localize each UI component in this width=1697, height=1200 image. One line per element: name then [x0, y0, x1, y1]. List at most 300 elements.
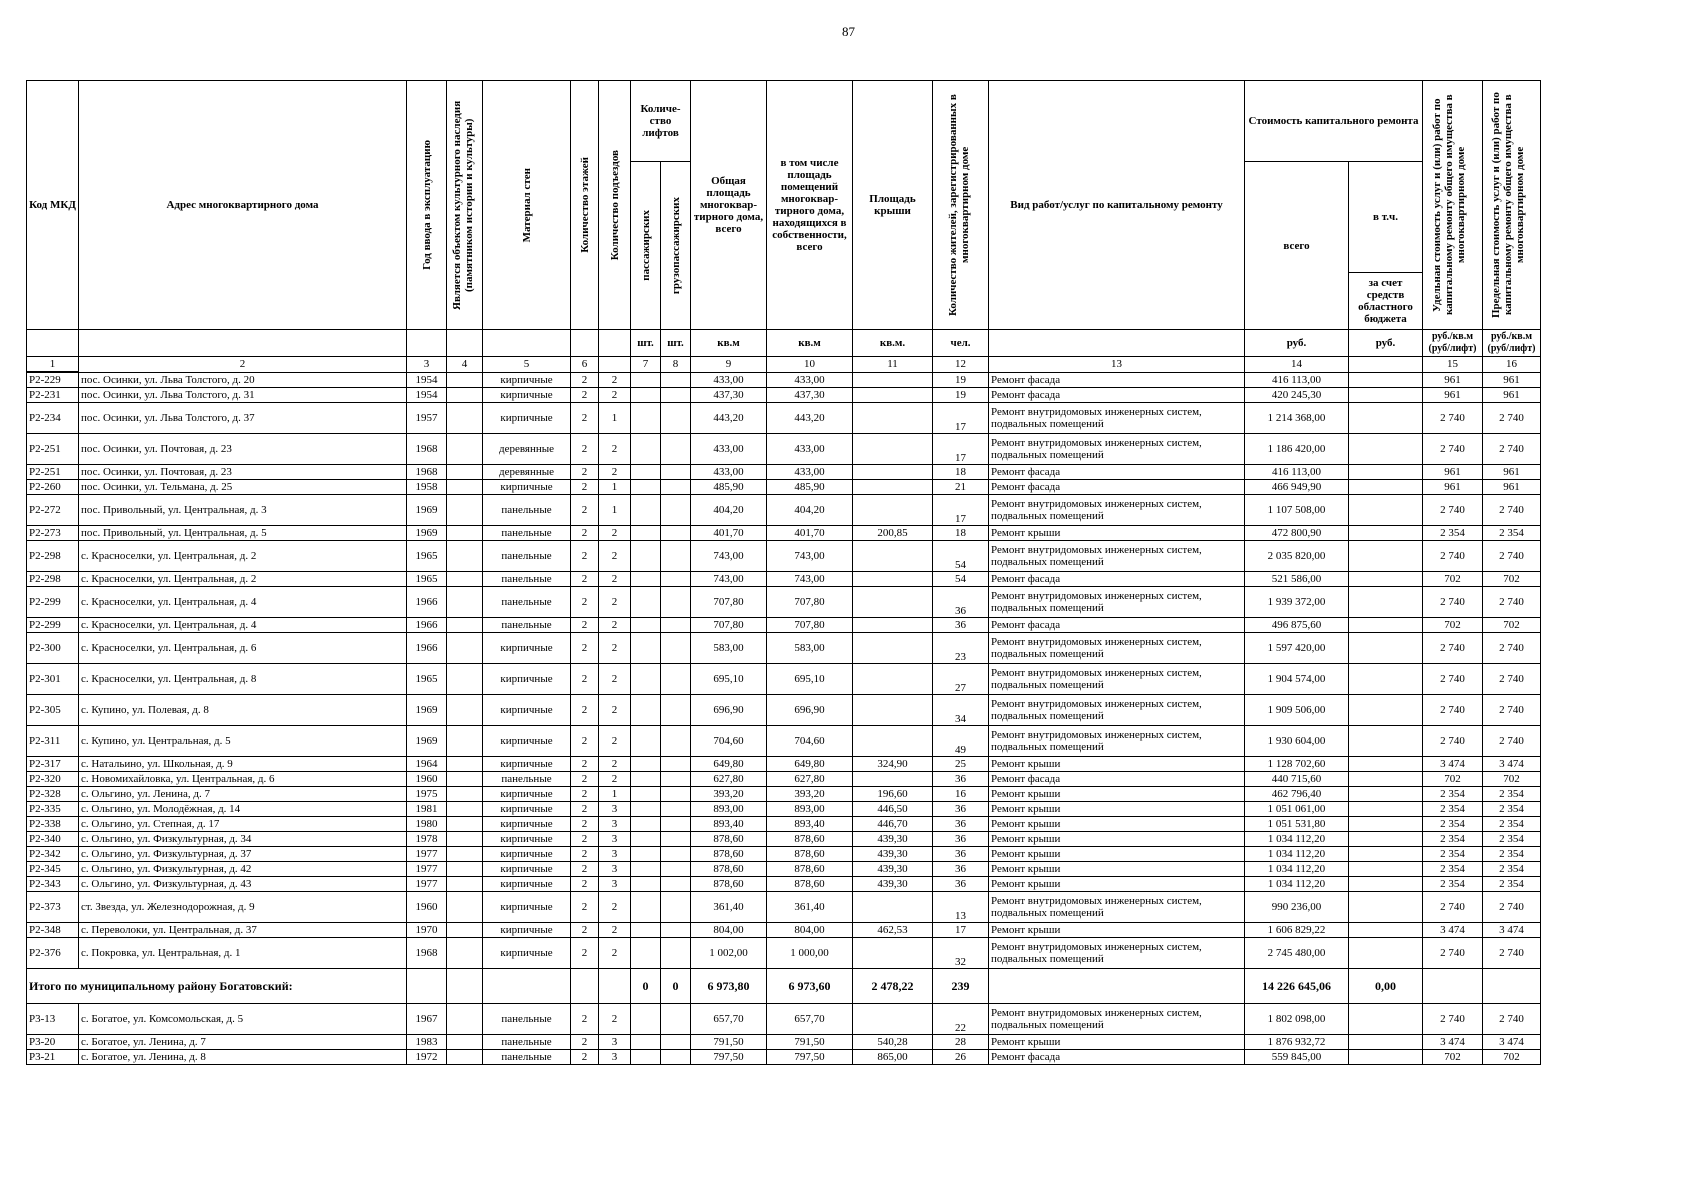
- cell-residents: 17: [933, 434, 989, 465]
- cell-heritage: [447, 587, 483, 618]
- cell-heritage: [447, 372, 483, 388]
- cell-cost-total: 496 875,60: [1245, 618, 1349, 633]
- cell-cost-total: 521 586,00: [1245, 572, 1349, 587]
- cell-lifts-pass: [631, 664, 661, 695]
- table-row: [27, 495, 1541, 526]
- cell-address: с. Ольгино, ул. Степная, д. 17: [79, 817, 407, 832]
- cell-entrances: 3: [599, 832, 631, 847]
- cell-cost-regional: [1349, 572, 1423, 587]
- table-row: [27, 403, 1541, 434]
- column-number: 5: [483, 357, 571, 373]
- cell-floors: 2: [571, 388, 599, 403]
- cell-unit-cost: 961: [1423, 372, 1483, 388]
- cell-limit-cost: 2 740: [1483, 587, 1541, 618]
- cell-lifts-pass: [631, 695, 661, 726]
- cell-roof-area: [853, 587, 933, 618]
- cell-cost-regional: [1349, 802, 1423, 817]
- cell-address: пос. Привольный, ул. Центральная, д. 3: [79, 495, 407, 526]
- cell-owned-area: 704,60: [767, 726, 853, 757]
- cell-address: пос. Осинки, ул. Почтовая, д. 23: [79, 465, 407, 480]
- cell-roof-area: 540,28: [853, 1035, 933, 1050]
- cell-limit-cost: 3 474: [1483, 757, 1541, 772]
- total-row: [27, 969, 1541, 1004]
- header-work-type: Вид работ/услуг по капитальному ремонту: [989, 81, 1245, 330]
- cell-year: 1975: [407, 787, 447, 802]
- cell-heritage: [447, 787, 483, 802]
- cell-cost-total: 1 214 368,00: [1245, 403, 1349, 434]
- cell-unit-cost: 2 740: [1423, 633, 1483, 664]
- cell-floors: 2: [571, 772, 599, 787]
- header-floors: Количество этажей: [578, 157, 591, 253]
- cell-residents: 17: [933, 403, 989, 434]
- cell-heritage: [447, 817, 483, 832]
- cell-lifts-pass: [631, 938, 661, 969]
- header-code: Код МКД: [27, 81, 79, 330]
- cell-limit-cost: 961: [1483, 465, 1541, 480]
- cell-unit-cost: 2 740: [1423, 587, 1483, 618]
- header-lifts-pass: пассажирских: [639, 210, 652, 281]
- cell-work-type: Ремонт внутридомовых инженерных систем, подвальных помещений: [989, 587, 1245, 618]
- header-year: Год ввода в эксплуатацию: [420, 140, 433, 270]
- cell-cost-total: 1 034 112,20: [1245, 862, 1349, 877]
- header-cost-regional: за счет средств областного бюджета: [1349, 272, 1423, 329]
- cell-entrances: 1: [599, 495, 631, 526]
- cell-work-type: Ремонт крыши: [989, 832, 1245, 847]
- cell-cost-regional: [1349, 892, 1423, 923]
- cell-limit-cost: 2 740: [1483, 664, 1541, 695]
- cell-heritage: [447, 403, 483, 434]
- cell-code: Р2-320: [27, 772, 79, 787]
- cell-code: Р2-234: [27, 403, 79, 434]
- cell-floors: 2: [571, 1035, 599, 1050]
- cell-heritage: [447, 495, 483, 526]
- cell-total-area: 743,00: [691, 572, 767, 587]
- cell-total-area: 707,80: [691, 587, 767, 618]
- cell-code: Р2-299: [27, 618, 79, 633]
- cell-address: пос. Осинки, ул. Тельмана, д. 25: [79, 480, 407, 495]
- header-owned-area: в том числе площадь помещений многоквар-тирного дома, находящихся в собственности, всего: [767, 81, 853, 330]
- cell-limit-cost: 961: [1483, 372, 1541, 388]
- cell-work-type: Ремонт внутридомовых инженерных систем, подвальных помещений: [989, 664, 1245, 695]
- cell-address: с. Ольгино, ул. Молодёжная, д. 14: [79, 802, 407, 817]
- cell-code: Р3-20: [27, 1035, 79, 1050]
- cell-owned-area: 437,30: [767, 388, 853, 403]
- cell-limit-cost: 2 740: [1483, 892, 1541, 923]
- cell-year: 1966: [407, 587, 447, 618]
- cell-walls: панельные: [483, 618, 571, 633]
- cell-cost-regional: [1349, 618, 1423, 633]
- cell-floors: 2: [571, 787, 599, 802]
- cell-roof-area: 462,53: [853, 923, 933, 938]
- cell-residents: 32: [933, 938, 989, 969]
- cell-residents: 36: [933, 832, 989, 847]
- cell-year: 1968: [407, 938, 447, 969]
- cell-cost-total: 1 802 098,00: [1245, 1004, 1349, 1035]
- cell-code: Р2-317: [27, 757, 79, 772]
- cell-unit-cost: 702: [1423, 1050, 1483, 1065]
- cell-address: пос. Осинки, ул. Льва Толстого, д. 20: [79, 372, 407, 388]
- cell-residents: 28: [933, 1035, 989, 1050]
- cell-cost-total: 462 796,40: [1245, 787, 1349, 802]
- cell-roof-area: [853, 541, 933, 572]
- cell-owned-area: 878,60: [767, 832, 853, 847]
- unit-sqm: кв.м.: [853, 330, 933, 357]
- cell-entrances: 2: [599, 541, 631, 572]
- cell-unit-cost: 702: [1423, 572, 1483, 587]
- cell-unit-cost: 2 354: [1423, 847, 1483, 862]
- cell-walls: деревянные: [483, 465, 571, 480]
- cell-lifts-cargo: [661, 757, 691, 772]
- cell-unit-cost: 702: [1423, 618, 1483, 633]
- cell-roof-area: [853, 495, 933, 526]
- total-label: Итого по муниципальному району Богатовский:: [27, 969, 407, 1004]
- cell-total-area: 696,90: [691, 695, 767, 726]
- cell-residents: 18: [933, 526, 989, 541]
- cell-year: 1965: [407, 664, 447, 695]
- cell-residents: 34: [933, 695, 989, 726]
- column-number: 15: [1423, 357, 1483, 373]
- column-number: 16: [1483, 357, 1541, 373]
- cell-lifts-pass: [631, 923, 661, 938]
- cell-limit-cost: 3 474: [1483, 1035, 1541, 1050]
- cell-year: 1977: [407, 877, 447, 892]
- cell-lifts-cargo: [661, 495, 691, 526]
- header-cost-incl: в т.ч.: [1349, 162, 1423, 273]
- table-row: [27, 757, 1541, 772]
- cell-floors: 2: [571, 923, 599, 938]
- cell-lifts-cargo: [661, 587, 691, 618]
- cell-walls: кирпичные: [483, 726, 571, 757]
- cell-entrances: 3: [599, 877, 631, 892]
- cell-total-area: 707,80: [691, 618, 767, 633]
- cell-owned-area: 893,00: [767, 802, 853, 817]
- cell-heritage: [447, 541, 483, 572]
- cell-address: с. Богатое, ул. Ленина, д. 7: [79, 1035, 407, 1050]
- cell-code: Р2-376: [27, 938, 79, 969]
- cell-cost-total: 466 949,90: [1245, 480, 1349, 495]
- cell-cost-total: 472 800,90: [1245, 526, 1349, 541]
- header-cost-total: всего: [1245, 162, 1349, 330]
- cell-unit-cost: 2 354: [1423, 877, 1483, 892]
- cell-limit-cost: 2 354: [1483, 787, 1541, 802]
- table-row: [27, 465, 1541, 480]
- cell-walls: панельные: [483, 572, 571, 587]
- cell-floors: 2: [571, 618, 599, 633]
- cell-residents: 36: [933, 618, 989, 633]
- cell-owned-area: 878,60: [767, 877, 853, 892]
- cell-residents: 16: [933, 787, 989, 802]
- cell-cost-total: 1 128 702,60: [1245, 757, 1349, 772]
- cell-walls: кирпичные: [483, 832, 571, 847]
- cell-owned-area: 878,60: [767, 847, 853, 862]
- cell-cost-regional: [1349, 772, 1423, 787]
- cell-limit-cost: 2 740: [1483, 495, 1541, 526]
- cell-code: Р2-229: [27, 372, 79, 388]
- total-regional: 0,00: [1349, 969, 1423, 1004]
- table-row: [27, 526, 1541, 541]
- cell-heritage: [447, 938, 483, 969]
- cell-lifts-cargo: [661, 923, 691, 938]
- cell-cost-total: 1 909 506,00: [1245, 695, 1349, 726]
- cell-cost-regional: [1349, 862, 1423, 877]
- cell-residents: 54: [933, 541, 989, 572]
- cell-lifts-cargo: [661, 802, 691, 817]
- cell-walls: кирпичные: [483, 802, 571, 817]
- cell-heritage: [447, 695, 483, 726]
- cell-entrances: 2: [599, 757, 631, 772]
- cell-year: 1966: [407, 618, 447, 633]
- cell-cost-regional: [1349, 832, 1423, 847]
- cell-lifts-pass: [631, 787, 661, 802]
- cell-lifts-pass: [631, 892, 661, 923]
- cell-lifts-cargo: [661, 726, 691, 757]
- cell-year: 1958: [407, 480, 447, 495]
- cell-total-area: 433,00: [691, 434, 767, 465]
- cell-roof-area: [853, 372, 933, 388]
- cell-cost-total: 1 186 420,00: [1245, 434, 1349, 465]
- cell-cost-total: 440 715,60: [1245, 772, 1349, 787]
- cell-year: 1969: [407, 526, 447, 541]
- cell-heritage: [447, 526, 483, 541]
- cell-lifts-pass: [631, 541, 661, 572]
- cell-lifts-cargo: [661, 633, 691, 664]
- cell-floors: 2: [571, 877, 599, 892]
- cell-cost-regional: [1349, 465, 1423, 480]
- header-lifts-cargo: грузопассажирских: [669, 196, 682, 295]
- cell-entrances: 3: [599, 1035, 631, 1050]
- cell-entrances: 3: [599, 862, 631, 877]
- cell-code: Р2-342: [27, 847, 79, 862]
- cell-floors: 2: [571, 372, 599, 388]
- cell-lifts-pass: [631, 618, 661, 633]
- cell-lifts-pass: [631, 1050, 661, 1065]
- cell-address: с. Красноселки, ул. Центральная, д. 4: [79, 587, 407, 618]
- cell-code: Р2-373: [27, 892, 79, 923]
- cell-total-area: 791,50: [691, 1035, 767, 1050]
- cell-floors: 2: [571, 587, 599, 618]
- unit-per-sqm: руб./кв.м (руб/лифт): [1423, 330, 1483, 357]
- table-row: [27, 892, 1541, 923]
- cell-cost-regional: [1349, 633, 1423, 664]
- cell-year: 1965: [407, 541, 447, 572]
- column-number: 13: [989, 357, 1245, 373]
- total-empty: [447, 969, 483, 1004]
- cell-year: 1969: [407, 726, 447, 757]
- column-number: 10: [767, 357, 853, 373]
- total-cost: 14 226 645,06: [1245, 969, 1349, 1004]
- cell-unit-cost: 2 354: [1423, 817, 1483, 832]
- header-entrances: Количество подъездов: [608, 149, 621, 261]
- header-total-area: Общая площадь многоквар-тирного дома, всего: [691, 81, 767, 330]
- cell-address: пос. Осинки, ул. Льва Толстого, д. 37: [79, 403, 407, 434]
- page-number: 87: [842, 24, 855, 39]
- cell-year: 1966: [407, 633, 447, 664]
- cell-walls: панельные: [483, 526, 571, 541]
- cell-limit-cost: 2 740: [1483, 695, 1541, 726]
- cell-residents: 26: [933, 1050, 989, 1065]
- cell-limit-cost: 961: [1483, 388, 1541, 403]
- cell-floors: 2: [571, 847, 599, 862]
- cell-work-type: Ремонт крыши: [989, 923, 1245, 938]
- cell-total-area: 401,70: [691, 526, 767, 541]
- cell-entrances: 2: [599, 695, 631, 726]
- cell-code: Р2-260: [27, 480, 79, 495]
- cell-cost-total: 559 845,00: [1245, 1050, 1349, 1065]
- cell-lifts-pass: [631, 372, 661, 388]
- cell-year: 1970: [407, 923, 447, 938]
- cell-limit-cost: 2 354: [1483, 526, 1541, 541]
- header-lifts: Количе-ство лифтов: [631, 81, 691, 162]
- cell-owned-area: 804,00: [767, 923, 853, 938]
- cell-cost-regional: [1349, 757, 1423, 772]
- cell-work-type: Ремонт внутридомовых инженерных систем, подвальных помещений: [989, 403, 1245, 434]
- cell-limit-cost: 702: [1483, 772, 1541, 787]
- table-row: [27, 877, 1541, 892]
- cell-limit-cost: 2 740: [1483, 1004, 1541, 1035]
- header-limit-cost: Предельная стоимость услуг и (или) работ по капитальному ремонту общего имущества в многоквартирном доме: [1489, 92, 1526, 318]
- unit-rub: руб.: [1349, 330, 1423, 357]
- cell-limit-cost: 2 354: [1483, 802, 1541, 817]
- cell-entrances: 3: [599, 1050, 631, 1065]
- cell-entrances: 2: [599, 664, 631, 695]
- table-row: [27, 372, 1541, 388]
- cell-cost-regional: [1349, 434, 1423, 465]
- cell-code: Р2-345: [27, 862, 79, 877]
- cell-walls: кирпичные: [483, 695, 571, 726]
- cell-owned-area: 485,90: [767, 480, 853, 495]
- cell-total-area: 804,00: [691, 923, 767, 938]
- total-empty: [599, 969, 631, 1004]
- table-row: [27, 695, 1541, 726]
- cell-work-type: Ремонт крыши: [989, 1035, 1245, 1050]
- cell-floors: 2: [571, 892, 599, 923]
- cell-residents: 19: [933, 372, 989, 388]
- header-cost-group: Стоимость капитального ремонта: [1245, 81, 1423, 162]
- cell-entrances: 2: [599, 526, 631, 541]
- cell-lifts-pass: [631, 802, 661, 817]
- table-row: [27, 1035, 1541, 1050]
- cell-walls: кирпичные: [483, 892, 571, 923]
- unit-rub: руб.: [1245, 330, 1349, 357]
- cell-address: пос. Привольный, ул. Центральная, д. 5: [79, 526, 407, 541]
- cell-roof-area: [853, 465, 933, 480]
- cell-lifts-pass: [631, 587, 661, 618]
- column-number: 3: [407, 357, 447, 373]
- cell-owned-area: 433,00: [767, 465, 853, 480]
- cell-lifts-cargo: [661, 847, 691, 862]
- cell-roof-area: [853, 938, 933, 969]
- cell-work-type: Ремонт внутридомовых инженерных систем, подвальных помещений: [989, 892, 1245, 923]
- column-number: [599, 357, 631, 373]
- cell-owned-area: 878,60: [767, 862, 853, 877]
- cell-roof-area: 439,30: [853, 847, 933, 862]
- cell-total-area: 878,60: [691, 862, 767, 877]
- cell-walls: кирпичные: [483, 847, 571, 862]
- cell-cost-regional: [1349, 726, 1423, 757]
- cell-year: 1957: [407, 403, 447, 434]
- cell-lifts-cargo: [661, 877, 691, 892]
- cell-work-type: Ремонт крыши: [989, 526, 1245, 541]
- cell-lifts-pass: [631, 526, 661, 541]
- table-body: [27, 372, 1541, 1065]
- cell-unit-cost: 961: [1423, 388, 1483, 403]
- column-number: 11: [853, 357, 933, 373]
- cell-unit-cost: 2 740: [1423, 938, 1483, 969]
- cell-lifts-cargo: [661, 465, 691, 480]
- cell-work-type: Ремонт фасада: [989, 618, 1245, 633]
- cell-lifts-pass: [631, 465, 661, 480]
- cell-code: Р2-305: [27, 695, 79, 726]
- cell-code: Р2-338: [27, 817, 79, 832]
- cell-walls: кирпичные: [483, 862, 571, 877]
- cell-heritage: [447, 772, 483, 787]
- cell-unit-cost: 2 354: [1423, 862, 1483, 877]
- cell-lifts-cargo: [661, 388, 691, 403]
- cell-limit-cost: 2 740: [1483, 726, 1541, 757]
- cell-lifts-pass: [631, 572, 661, 587]
- cell-heritage: [447, 465, 483, 480]
- cell-work-type: Ремонт фасада: [989, 465, 1245, 480]
- cell-work-type: Ремонт фасада: [989, 388, 1245, 403]
- table-row: [27, 802, 1541, 817]
- cell-owned-area: 696,90: [767, 695, 853, 726]
- unit-sqm: кв.м: [691, 330, 767, 357]
- cell-total-area: 743,00: [691, 541, 767, 572]
- cell-heritage: [447, 1050, 483, 1065]
- cell-address: с. Покровка, ул. Центральная, д. 1: [79, 938, 407, 969]
- cell-cost-regional: [1349, 403, 1423, 434]
- total-empty: [989, 969, 1245, 1004]
- cell-lifts-cargo: [661, 817, 691, 832]
- cell-lifts-cargo: [661, 938, 691, 969]
- cell-entrances: 2: [599, 923, 631, 938]
- cell-year: 1981: [407, 802, 447, 817]
- cell-unit-cost: 2 740: [1423, 1004, 1483, 1035]
- cell-year: 1972: [407, 1050, 447, 1065]
- cell-owned-area: 627,80: [767, 772, 853, 787]
- cell-address: с. Переволоки, ул. Центральная, д. 37: [79, 923, 407, 938]
- cell-unit-cost: 3 474: [1423, 923, 1483, 938]
- cell-work-type: Ремонт крыши: [989, 877, 1245, 892]
- cell-code: Р2-251: [27, 434, 79, 465]
- cell-owned-area: 743,00: [767, 572, 853, 587]
- cell-total-area: 893,40: [691, 817, 767, 832]
- cell-lifts-pass: [631, 847, 661, 862]
- cell-heritage: [447, 388, 483, 403]
- cell-walls: панельные: [483, 541, 571, 572]
- cell-floors: 2: [571, 832, 599, 847]
- cell-year: 1968: [407, 465, 447, 480]
- cell-lifts-cargo: [661, 572, 691, 587]
- total-roof-area: 2 478,22: [853, 969, 933, 1004]
- total-lifts-pass: 0: [631, 969, 661, 1004]
- cell-work-type: Ремонт внутридомовых инженерных систем, подвальных помещений: [989, 633, 1245, 664]
- cell-work-type: Ремонт крыши: [989, 817, 1245, 832]
- cell-entrances: 3: [599, 802, 631, 817]
- cell-walls: кирпичные: [483, 787, 571, 802]
- cell-walls: панельные: [483, 495, 571, 526]
- cell-residents: 36: [933, 772, 989, 787]
- cell-floors: 2: [571, 664, 599, 695]
- cell-owned-area: 401,70: [767, 526, 853, 541]
- cell-code: Р2-272: [27, 495, 79, 526]
- cell-cost-regional: [1349, 495, 1423, 526]
- cell-lifts-pass: [631, 817, 661, 832]
- cell-total-area: 797,50: [691, 1050, 767, 1065]
- table-row: [27, 618, 1541, 633]
- cell-walls: деревянные: [483, 434, 571, 465]
- cell-unit-cost: 2 354: [1423, 526, 1483, 541]
